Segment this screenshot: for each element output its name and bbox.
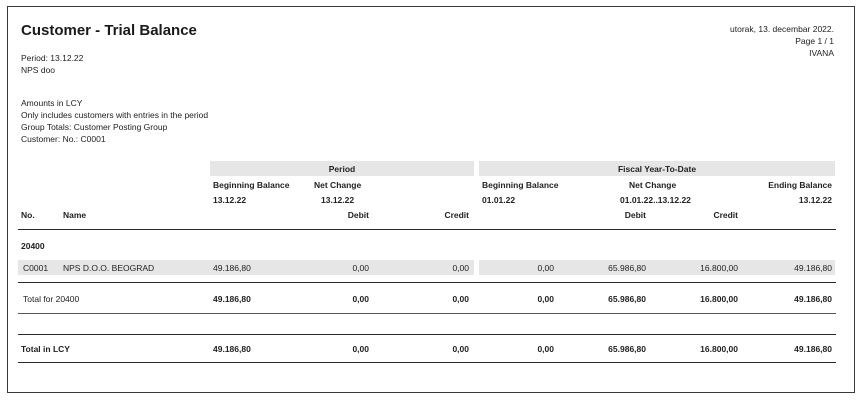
filter-line: Group Totals: Customer Posting Group [21, 122, 168, 132]
total-beginning-balance: 49.186,80 [213, 294, 251, 304]
row-fytd-beginning-balance: 0,00 [537, 263, 554, 273]
col-fytd-net-change: Net Change [629, 180, 677, 190]
col-ending-date: 13.12.22 [798, 195, 832, 205]
grand-total-bottom-rule [18, 362, 836, 363]
col-fytd-debit: Debit [624, 210, 646, 220]
filter-line: Only includes customers with entries in the period [21, 110, 209, 120]
row-period-debit: 0,00 [352, 263, 369, 273]
grand-fytd-debit: 65.986,80 [608, 344, 646, 354]
fytd-group-header: Fiscal Year-To-Date [617, 164, 697, 174]
col-period-begin-date: 13.12.22 [213, 195, 247, 205]
report-title: Customer - Trial Balance [21, 22, 197, 39]
total-fytd-beginning-balance: 0,00 [537, 294, 554, 304]
row-fytd-debit: 65.986,80 [608, 263, 646, 273]
group-total-label: Total for 20400 [23, 294, 80, 304]
col-fytd-net-date: 01.01.22..13.12.22 [620, 195, 691, 205]
group-code: 20400 [21, 241, 45, 251]
grand-fytd-beginning-balance: 0,00 [537, 344, 554, 354]
col-period-net-date: 13.12.22 [321, 195, 355, 205]
grand-total-label: Total in LCY [21, 344, 70, 354]
grand-beginning-balance: 49.186,80 [213, 344, 251, 354]
col-beginning-balance: Beginning Balance [213, 180, 290, 190]
total-ending-balance: 49.186,80 [794, 294, 832, 304]
total-period-debit: 0,00 [352, 294, 369, 304]
row-no: C0001 [23, 263, 49, 273]
header-rule [18, 229, 836, 230]
col-name: Name [63, 210, 87, 220]
total-fytd-debit: 65.986,80 [608, 294, 646, 304]
col-ending-balance: Ending Balance [768, 180, 832, 190]
group-total-rule [18, 282, 836, 283]
period-group-header: Period [328, 164, 356, 174]
grand-fytd-credit: 16.800,00 [700, 344, 738, 354]
page-number: Page 1 / 1 [795, 36, 834, 46]
row-ending-balance: 49.186,80 [794, 263, 832, 273]
row-band-right [479, 260, 835, 275]
report-page [7, 6, 855, 393]
col-fytd-credit: Credit [713, 210, 738, 220]
col-period-debit: Debit [347, 210, 369, 220]
company-name: NPS doo [21, 65, 56, 75]
row-fytd-credit: 16.800,00 [700, 263, 738, 273]
col-net-change: Net Change [314, 180, 362, 190]
user-name: IVANA [809, 48, 834, 58]
grand-period-credit: 0,00 [452, 344, 469, 354]
col-no: No. [21, 210, 35, 220]
report-date: utorak, 13. decembar 2022. [730, 24, 834, 34]
filter-line: Customer: No.: C0001 [21, 134, 106, 144]
grand-total-top-rule [18, 334, 836, 335]
period-line: Period: 13.12.22 [21, 53, 84, 63]
col-fytd-begin-date: 01.01.22 [482, 195, 516, 205]
row-name: NPS D.O.O. BEOGRAD [63, 263, 155, 273]
col-fytd-beginning-balance: Beginning Balance [482, 180, 559, 190]
total-period-credit: 0,00 [452, 294, 469, 304]
total-fytd-credit: 16.800,00 [700, 294, 738, 304]
grand-ending-balance: 49.186,80 [794, 344, 832, 354]
row-beginning-balance: 49.186,80 [213, 263, 251, 273]
row-period-credit: 0,00 [452, 263, 469, 273]
col-period-credit: Credit [444, 210, 469, 220]
grand-period-debit: 0,00 [352, 344, 369, 354]
filter-line: Amounts in LCY [21, 98, 83, 108]
group-end-rule [18, 313, 836, 314]
